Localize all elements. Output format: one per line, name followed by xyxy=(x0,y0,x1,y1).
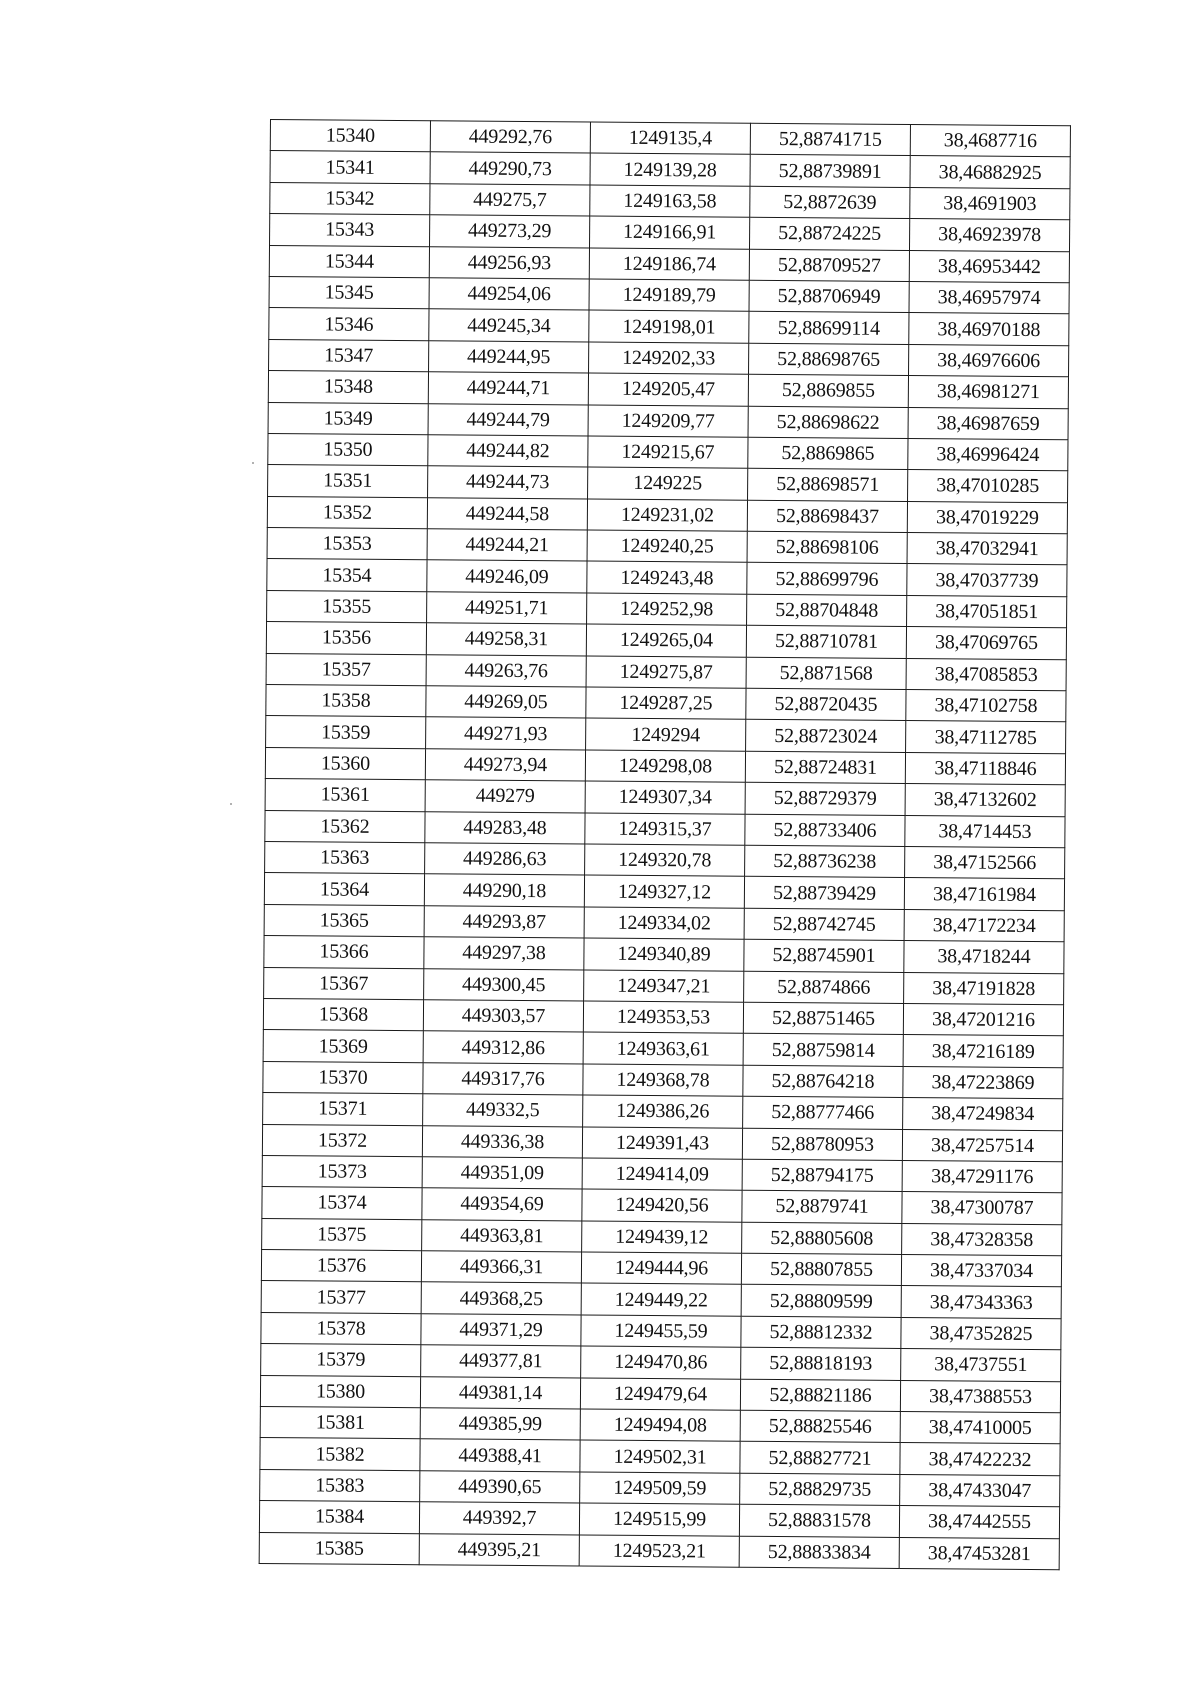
x-coordinate-cell: 449263,76 xyxy=(426,654,586,687)
x-coordinate-cell: 449273,29 xyxy=(430,215,590,248)
latitude-cell: 52,88698765 xyxy=(749,343,909,376)
x-coordinate-cell: 449275,7 xyxy=(430,184,590,217)
latitude-cell: 52,88698106 xyxy=(747,531,907,564)
longitude-cell: 38,46953442 xyxy=(909,250,1069,283)
point-number-cell: 15365 xyxy=(264,904,424,937)
longitude-cell: 38,47037739 xyxy=(907,564,1067,597)
point-number-cell: 15358 xyxy=(266,685,426,718)
latitude-cell: 52,88805608 xyxy=(742,1222,902,1255)
latitude-cell: 52,88831578 xyxy=(739,1504,899,1537)
y-coordinate-cell: 1249265,04 xyxy=(586,624,746,657)
latitude-cell: 52,88710781 xyxy=(746,626,906,659)
y-coordinate-cell: 1249166,91 xyxy=(590,216,750,249)
y-coordinate-cell: 1249455,59 xyxy=(581,1315,741,1348)
y-coordinate-cell: 1249502,31 xyxy=(580,1440,740,1473)
y-coordinate-cell: 1249509,59 xyxy=(580,1472,740,1505)
x-coordinate-cell: 449258,31 xyxy=(426,623,586,656)
y-coordinate-cell: 1249243,48 xyxy=(587,561,747,594)
x-coordinate-cell: 449300,45 xyxy=(424,968,584,1001)
longitude-cell: 38,47343363 xyxy=(901,1286,1061,1319)
longitude-cell: 38,47410005 xyxy=(900,1412,1060,1445)
y-coordinate-cell: 1249386,26 xyxy=(583,1095,743,1128)
latitude-cell: 52,88729379 xyxy=(745,782,905,815)
x-coordinate-cell: 449256,93 xyxy=(429,246,589,279)
x-coordinate-cell: 449271,93 xyxy=(426,717,586,750)
longitude-cell: 38,47191828 xyxy=(904,972,1064,1005)
latitude-cell: 52,88699796 xyxy=(747,563,907,596)
point-number-cell: 15384 xyxy=(259,1501,419,1534)
y-coordinate-cell: 1249225 xyxy=(588,467,748,500)
point-number-cell: 15370 xyxy=(263,1061,423,1094)
x-coordinate-cell: 449377,81 xyxy=(421,1345,581,1378)
point-number-cell: 15357 xyxy=(266,653,426,686)
latitude-cell: 52,8874866 xyxy=(744,971,904,1004)
longitude-cell: 38,47132602 xyxy=(905,784,1065,817)
longitude-cell: 38,46987659 xyxy=(908,407,1068,440)
latitude-cell: 52,88739429 xyxy=(744,877,904,910)
x-coordinate-cell: 449244,21 xyxy=(427,529,587,562)
latitude-cell: 52,88723024 xyxy=(746,720,906,753)
coordinates-table-body xyxy=(259,120,1070,1570)
x-coordinate-cell: 449354,69 xyxy=(422,1188,582,1221)
x-coordinate-cell: 449244,82 xyxy=(428,435,588,468)
y-coordinate-cell: 1249163,58 xyxy=(590,185,750,218)
x-coordinate-cell: 449251,71 xyxy=(427,592,587,625)
point-number-cell: 15382 xyxy=(260,1438,420,1471)
x-coordinate-cell: 449279 xyxy=(425,780,585,813)
longitude-cell: 38,47291176 xyxy=(902,1160,1062,1193)
latitude-cell: 52,88698571 xyxy=(748,469,908,502)
point-number-cell: 15348 xyxy=(268,371,428,404)
longitude-cell: 38,46996424 xyxy=(908,438,1068,471)
x-coordinate-cell: 449269,05 xyxy=(426,686,586,719)
latitude-cell: 52,88699114 xyxy=(749,312,909,345)
longitude-cell: 38,47223869 xyxy=(903,1066,1063,1099)
longitude-cell: 38,47010285 xyxy=(908,470,1068,503)
longitude-cell: 38,47249834 xyxy=(903,1098,1063,1131)
latitude-cell: 52,88821186 xyxy=(740,1379,900,1412)
longitude-cell: 38,47172234 xyxy=(904,909,1064,942)
longitude-cell: 38,46882925 xyxy=(910,156,1070,189)
latitude-cell: 52,88764218 xyxy=(743,1065,903,1098)
x-coordinate-cell: 449388,41 xyxy=(420,1439,580,1472)
y-coordinate-cell: 1249444,96 xyxy=(581,1252,741,1285)
point-number-cell: 15371 xyxy=(263,1093,423,1126)
latitude-cell: 52,88739891 xyxy=(750,155,910,188)
point-number-cell: 15353 xyxy=(267,528,427,561)
latitude-cell: 52,88733406 xyxy=(745,814,905,847)
point-number-cell: 15343 xyxy=(270,214,430,247)
y-coordinate-cell: 1249198,01 xyxy=(589,310,749,343)
point-number-cell: 15366 xyxy=(264,936,424,969)
x-coordinate-cell: 449381,14 xyxy=(420,1376,580,1409)
scan-speck xyxy=(230,803,232,805)
latitude-cell: 52,88751465 xyxy=(743,1002,903,1035)
latitude-cell: 52,88827721 xyxy=(740,1442,900,1475)
y-coordinate-cell: 1249494,08 xyxy=(580,1409,740,1442)
longitude-cell: 38,47216189 xyxy=(903,1035,1063,1068)
y-coordinate-cell: 1249189,79 xyxy=(589,279,749,312)
longitude-cell: 38,4687716 xyxy=(910,125,1070,158)
latitude-cell: 52,88709527 xyxy=(749,249,909,282)
y-coordinate-cell: 1249449,22 xyxy=(581,1283,741,1316)
y-coordinate-cell: 1249340,89 xyxy=(584,938,744,971)
x-coordinate-cell: 449303,57 xyxy=(423,1000,583,1033)
point-number-cell: 15368 xyxy=(263,998,423,1031)
latitude-cell: 52,88812332 xyxy=(741,1316,901,1349)
y-coordinate-cell: 1249439,12 xyxy=(582,1221,742,1254)
latitude-cell: 52,8869865 xyxy=(748,437,908,470)
point-number-cell: 15342 xyxy=(270,182,430,215)
point-number-cell: 15349 xyxy=(268,402,428,435)
longitude-cell: 38,4691903 xyxy=(910,187,1070,220)
y-coordinate-cell: 1249315,37 xyxy=(585,813,745,846)
point-number-cell: 15379 xyxy=(261,1344,421,1377)
y-coordinate-cell: 1249205,47 xyxy=(588,373,748,406)
longitude-cell: 38,47337034 xyxy=(901,1255,1061,1288)
latitude-cell: 52,88818193 xyxy=(741,1347,901,1380)
latitude-cell: 52,88704848 xyxy=(747,594,907,627)
longitude-cell: 38,46923978 xyxy=(909,219,1069,252)
x-coordinate-cell: 449244,95 xyxy=(429,340,589,373)
longitude-cell: 38,47085853 xyxy=(906,658,1066,691)
point-number-cell: 15354 xyxy=(267,559,427,592)
x-coordinate-cell: 449244,79 xyxy=(428,403,588,436)
point-number-cell: 15376 xyxy=(261,1250,421,1283)
y-coordinate-cell: 1249327,12 xyxy=(584,875,744,908)
longitude-cell: 38,47352825 xyxy=(901,1317,1061,1350)
longitude-cell: 38,46957974 xyxy=(909,281,1069,314)
longitude-cell: 38,47201216 xyxy=(903,1003,1063,1036)
y-coordinate-cell: 1249231,02 xyxy=(587,499,747,532)
x-coordinate-cell: 449395,21 xyxy=(419,1533,579,1566)
x-coordinate-cell: 449332,5 xyxy=(423,1094,583,1127)
latitude-cell: 52,8872639 xyxy=(750,186,910,219)
latitude-cell: 52,88825546 xyxy=(740,1410,900,1443)
longitude-cell: 38,47069765 xyxy=(906,627,1066,660)
point-number-cell: 15377 xyxy=(261,1281,421,1314)
longitude-cell: 38,47019229 xyxy=(907,501,1067,534)
latitude-cell: 52,88742745 xyxy=(744,908,904,941)
point-number-cell: 15360 xyxy=(265,747,425,780)
point-number-cell: 15361 xyxy=(265,779,425,812)
longitude-cell: 38,4718244 xyxy=(904,941,1064,974)
latitude-cell: 52,88745901 xyxy=(744,939,904,972)
point-number-cell: 15359 xyxy=(266,716,426,749)
point-number-cell: 15369 xyxy=(263,1030,423,1063)
x-coordinate-cell: 449273,94 xyxy=(425,749,585,782)
x-coordinate-cell: 449390,65 xyxy=(420,1471,580,1504)
longitude-cell: 38,47152566 xyxy=(905,846,1065,879)
longitude-cell: 38,47032941 xyxy=(907,533,1067,566)
longitude-cell: 38,47388553 xyxy=(900,1380,1060,1413)
y-coordinate-cell: 1249420,56 xyxy=(582,1189,742,1222)
x-coordinate-cell: 449244,73 xyxy=(428,466,588,499)
longitude-cell: 38,4714453 xyxy=(905,815,1065,848)
y-coordinate-cell: 1249287,25 xyxy=(586,687,746,720)
latitude-cell: 52,88829735 xyxy=(740,1473,900,1506)
latitude-cell: 52,88833834 xyxy=(739,1536,899,1569)
x-coordinate-cell: 449363,81 xyxy=(422,1219,582,1252)
y-coordinate-cell: 1249215,67 xyxy=(588,436,748,469)
longitude-cell: 38,47161984 xyxy=(904,878,1064,911)
x-coordinate-cell: 449245,34 xyxy=(429,309,589,342)
latitude-cell: 52,88777466 xyxy=(743,1096,903,1129)
point-number-cell: 15340 xyxy=(270,120,430,153)
y-coordinate-cell: 1249294 xyxy=(586,718,746,751)
y-coordinate-cell: 1249515,99 xyxy=(579,1503,739,1536)
point-number-cell: 15355 xyxy=(267,590,427,623)
point-number-cell: 15341 xyxy=(270,151,430,184)
point-number-cell: 15381 xyxy=(260,1406,420,1439)
latitude-cell: 52,88698622 xyxy=(748,406,908,439)
latitude-cell: 52,88724831 xyxy=(745,751,905,784)
point-number-cell: 15375 xyxy=(262,1218,422,1251)
y-coordinate-cell: 1249135,4 xyxy=(590,122,750,155)
x-coordinate-cell: 449292,76 xyxy=(430,121,590,154)
latitude-cell: 52,8869855 xyxy=(748,374,908,407)
point-number-cell: 15351 xyxy=(268,465,428,498)
longitude-cell: 38,47433047 xyxy=(900,1474,1060,1507)
x-coordinate-cell: 449366,31 xyxy=(421,1251,581,1284)
point-number-cell: 15367 xyxy=(264,967,424,1000)
x-coordinate-cell: 449336,38 xyxy=(422,1125,582,1158)
y-coordinate-cell: 1249353,53 xyxy=(583,1001,743,1034)
y-coordinate-cell: 1249202,33 xyxy=(589,342,749,375)
x-coordinate-cell: 449312,86 xyxy=(423,1031,583,1064)
longitude-cell: 38,47300787 xyxy=(902,1192,1062,1225)
y-coordinate-cell: 1249334,02 xyxy=(584,907,744,940)
latitude-cell: 52,88698437 xyxy=(747,500,907,533)
longitude-cell: 38,46970188 xyxy=(909,313,1069,346)
latitude-cell: 52,88724225 xyxy=(749,217,909,250)
longitude-cell: 38,47442555 xyxy=(899,1506,1059,1539)
x-coordinate-cell: 449246,09 xyxy=(427,560,587,593)
point-number-cell: 15383 xyxy=(260,1469,420,1502)
x-coordinate-cell: 449317,76 xyxy=(423,1062,583,1095)
longitude-cell: 38,47051851 xyxy=(907,595,1067,628)
x-coordinate-cell: 449371,29 xyxy=(421,1314,581,1347)
y-coordinate-cell: 1249209,77 xyxy=(588,405,748,438)
scan-speck xyxy=(252,462,254,464)
point-number-cell: 15385 xyxy=(259,1532,419,1565)
y-coordinate-cell: 1249139,28 xyxy=(590,153,750,186)
table-row xyxy=(259,1532,1059,1570)
point-number-cell: 15346 xyxy=(269,308,429,341)
point-number-cell: 15356 xyxy=(266,622,426,655)
point-number-cell: 15378 xyxy=(261,1312,421,1345)
y-coordinate-cell: 1249391,43 xyxy=(582,1126,742,1159)
point-number-cell: 15345 xyxy=(269,276,429,309)
longitude-cell: 38,47453281 xyxy=(899,1537,1059,1570)
point-number-cell: 15374 xyxy=(262,1187,422,1220)
x-coordinate-cell: 449385,99 xyxy=(420,1408,580,1441)
y-coordinate-cell: 1249186,74 xyxy=(589,248,749,281)
y-coordinate-cell: 1249363,61 xyxy=(583,1032,743,1065)
latitude-cell: 52,88794175 xyxy=(742,1159,902,1192)
latitude-cell: 52,8871568 xyxy=(746,657,906,690)
y-coordinate-cell: 1249252,98 xyxy=(587,593,747,626)
x-coordinate-cell: 449392,7 xyxy=(419,1502,579,1535)
y-coordinate-cell: 1249307,34 xyxy=(585,781,745,814)
latitude-cell: 52,88780953 xyxy=(742,1128,902,1161)
x-coordinate-cell: 449283,48 xyxy=(425,811,585,844)
longitude-cell: 38,47328358 xyxy=(902,1223,1062,1256)
point-number-cell: 15363 xyxy=(265,841,425,874)
point-number-cell: 15362 xyxy=(265,810,425,843)
y-coordinate-cell: 1249320,78 xyxy=(585,844,745,877)
y-coordinate-cell: 1249298,08 xyxy=(585,750,745,783)
x-coordinate-cell: 449244,71 xyxy=(428,372,588,405)
y-coordinate-cell: 1249470,86 xyxy=(581,1346,741,1379)
x-coordinate-cell: 449297,38 xyxy=(424,937,584,970)
x-coordinate-cell: 449290,18 xyxy=(424,874,584,907)
coordinates-table xyxy=(259,119,1071,1570)
latitude-cell: 52,8879741 xyxy=(742,1191,902,1224)
point-number-cell: 15380 xyxy=(260,1375,420,1408)
point-number-cell: 15372 xyxy=(262,1124,422,1157)
longitude-cell: 38,47118846 xyxy=(905,752,1065,785)
y-coordinate-cell: 1249275,87 xyxy=(586,656,746,689)
longitude-cell: 38,46976606 xyxy=(909,344,1069,377)
x-coordinate-cell: 449368,25 xyxy=(421,1282,581,1315)
latitude-cell: 52,88720435 xyxy=(746,688,906,721)
x-coordinate-cell: 449286,63 xyxy=(425,843,585,876)
x-coordinate-cell: 449254,06 xyxy=(429,278,589,311)
x-coordinate-cell: 449244,58 xyxy=(427,497,587,530)
longitude-cell: 38,47422232 xyxy=(900,1443,1060,1476)
latitude-cell: 52,88736238 xyxy=(745,845,905,878)
coordinates-table-container xyxy=(259,119,1070,1570)
point-number-cell: 15352 xyxy=(267,496,427,529)
longitude-cell: 38,47257514 xyxy=(902,1129,1062,1162)
point-number-cell: 15347 xyxy=(269,339,429,372)
x-coordinate-cell: 449293,87 xyxy=(424,906,584,939)
longitude-cell: 38,47112785 xyxy=(906,721,1066,754)
y-coordinate-cell: 1249523,21 xyxy=(579,1535,739,1568)
longitude-cell: 38,4737551 xyxy=(901,1349,1061,1382)
y-coordinate-cell: 1249368,78 xyxy=(583,1064,743,1097)
y-coordinate-cell: 1249347,21 xyxy=(584,970,744,1003)
latitude-cell: 52,88807855 xyxy=(741,1253,901,1286)
latitude-cell: 52,88706949 xyxy=(749,280,909,313)
latitude-cell: 52,88809599 xyxy=(741,1285,901,1318)
longitude-cell: 38,46981271 xyxy=(908,376,1068,409)
point-number-cell: 15344 xyxy=(269,245,429,278)
y-coordinate-cell: 1249240,25 xyxy=(587,530,747,563)
x-coordinate-cell: 449290,73 xyxy=(430,152,590,185)
latitude-cell: 52,88741715 xyxy=(750,123,910,156)
y-coordinate-cell: 1249479,64 xyxy=(580,1378,740,1411)
y-coordinate-cell: 1249414,09 xyxy=(582,1158,742,1191)
point-number-cell: 15350 xyxy=(268,433,428,466)
point-number-cell: 15373 xyxy=(262,1155,422,1188)
latitude-cell: 52,88759814 xyxy=(743,1034,903,1067)
x-coordinate-cell: 449351,09 xyxy=(422,1157,582,1190)
point-number-cell: 15364 xyxy=(264,873,424,906)
longitude-cell: 38,47102758 xyxy=(906,690,1066,723)
